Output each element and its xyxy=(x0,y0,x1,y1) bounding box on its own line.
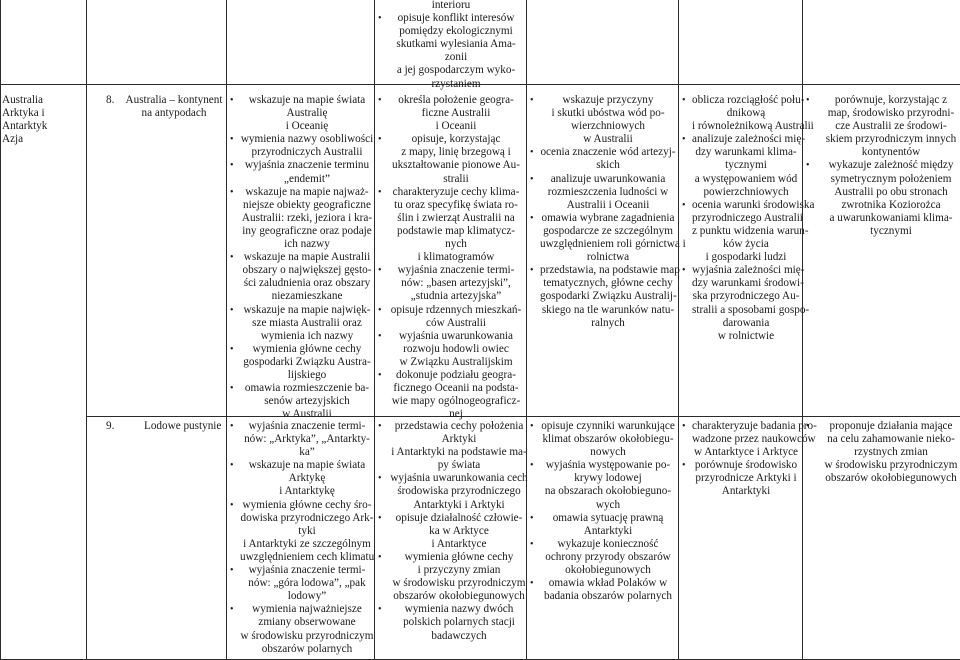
region-line: Arktyka i xyxy=(2,107,45,120)
bullet-line: ralnych xyxy=(591,316,625,329)
bullet-line: stralii a sposobami gospo- xyxy=(692,303,810,316)
bullet-line: • wyjaśnia znaczenie termi- xyxy=(248,420,366,432)
bullet-line: w środowisku przyrodniczym xyxy=(824,459,958,472)
lesson-topic xyxy=(124,94,224,120)
bullet-item xyxy=(530,94,676,146)
bullet-line: obszarów okołobiegunowych xyxy=(393,590,525,603)
bullet-line: ka w Arktyce xyxy=(429,524,489,537)
bullet-line: • porównuje środowisko xyxy=(694,459,798,472)
bullet-line: • charakteryzuje badania pro- xyxy=(692,420,817,432)
bullet-line: wie mapy ogólnogeograficz- xyxy=(391,395,521,408)
bullet-item xyxy=(530,577,676,603)
bullet-line: ochrony przyrody obszarów xyxy=(545,550,671,563)
bullet-line: • dokonuje podziału geogra- xyxy=(396,368,516,381)
bullet-line: i skutki ubóstwa wód po- xyxy=(551,107,665,120)
bullet-line: ficznego Oceanii na podsta- xyxy=(393,382,519,395)
bullet-item xyxy=(530,538,676,577)
bullet-item xyxy=(806,420,960,485)
bullet-item xyxy=(378,603,530,642)
requirements-excellent xyxy=(806,420,960,485)
bullet-line: ska przyrodniczego Au- xyxy=(692,290,800,303)
bullet-line: • wykazuje zależność między xyxy=(828,159,954,172)
bullet-line: rolnictwa xyxy=(586,251,630,264)
bullet-item xyxy=(230,94,374,133)
bullet-line: ków życia xyxy=(723,238,769,251)
bullet-line: • wykazuje konieczność xyxy=(557,537,659,550)
bullet-line: nów: „Arktyka”, „Antarkty- xyxy=(244,433,370,446)
bullet-list xyxy=(230,94,374,421)
bullet-line: Arktykę xyxy=(288,472,326,485)
bullet-line: senów artezyjskich xyxy=(264,395,350,408)
bullet-line: rozwoju hodowli owiec xyxy=(403,342,509,355)
bullet-line: • wyjaśnia występowanie po- xyxy=(545,459,671,472)
bullet-line: wymienia ich nazwy xyxy=(260,329,354,342)
bullet-item xyxy=(682,420,817,459)
cell-line: interioru xyxy=(431,0,471,11)
table-border xyxy=(374,0,375,660)
bullet-line: i przyczyny zmian xyxy=(417,564,501,577)
bullet-line: lodowy” xyxy=(287,590,327,603)
requirements-advanced xyxy=(530,94,686,330)
bullet-line: • wymienia główne cechy xyxy=(252,342,362,355)
bullet-line: • wskazuje przyczyny xyxy=(562,94,654,106)
bullet-line: wadzone przez naukowców xyxy=(692,433,816,446)
bullet-line: w Antarktyce i Arktyce xyxy=(693,446,799,459)
bullet-line: • wskazuje na mapie Australii xyxy=(243,251,371,264)
bullet-line: na celu zahamowanie nieko- xyxy=(827,433,955,446)
bullet-item xyxy=(682,94,814,133)
bullet-line: sze miasta Australii oraz xyxy=(252,316,362,329)
requirements-basic xyxy=(230,420,374,656)
bullet-line: cze Australii ze środowi- xyxy=(835,120,947,133)
bullet-line: powierzchniowych xyxy=(703,185,789,198)
bullet-list xyxy=(682,94,815,343)
bullet-line: ukształtowanie pionowe Au- xyxy=(391,159,520,172)
bullet-line: dzy warunkami klima- xyxy=(695,146,797,159)
bullet-line: • wymienia nazwy dwóch xyxy=(404,603,514,616)
bullet-line: ści zaludnienia oraz obszary xyxy=(243,277,371,290)
bullet-line: • opisuje czynniki warunkujące xyxy=(541,420,675,432)
bullet-line: niejsze obiekty geograficzne xyxy=(243,198,371,211)
bullet-item xyxy=(230,304,374,343)
region-column xyxy=(2,94,84,146)
bullet-line: iny geograficzne oraz podaje xyxy=(242,224,372,237)
bullet-line: w Związku Australijskim xyxy=(399,355,513,368)
bullet-line: • wskazuje na mapie świata xyxy=(248,459,366,472)
bullet-line: krywy lodowej xyxy=(574,472,642,485)
bullet-item xyxy=(530,512,676,538)
bullet-item xyxy=(682,198,815,264)
region-line: Australia xyxy=(2,94,44,106)
table-border xyxy=(226,0,227,660)
bullet-line: • analizuje uwarunkowania xyxy=(550,172,666,185)
bullet-line: • przedstawia cechy położenia xyxy=(394,420,524,432)
bullet-line: • wyjaśnia znaczenie terminu xyxy=(244,159,370,172)
bullet-line: Australii: rzeki, jeziora i kra- xyxy=(241,211,373,224)
bullet-item xyxy=(530,146,676,172)
bullet-line: niezamieszkane xyxy=(271,290,343,303)
bullet-item xyxy=(378,551,530,603)
bullet-line: zmiany obserwowane xyxy=(258,616,356,629)
bullet-item xyxy=(806,159,960,238)
bullet-line: przyrodniczych Australii xyxy=(251,146,363,159)
bullet-line: • porównuje, korzystając z xyxy=(834,94,948,106)
bullet-line: • wyjaśnia zależności mię- xyxy=(692,264,805,277)
bullet-item xyxy=(230,459,374,498)
bullet-line: i równoleżnikową Australii xyxy=(692,120,814,133)
bullet-item xyxy=(378,472,530,511)
bullet-line: tycznymi xyxy=(870,224,912,237)
bullet-line: symetrycznym położeniem xyxy=(830,172,952,185)
bullet-line: Arktyki xyxy=(441,433,477,446)
bullet-line: dowiska przyrodniczego Ark- xyxy=(240,511,374,524)
bullet-item xyxy=(230,382,374,421)
bullet-line: badania obszarów polarnych xyxy=(544,590,672,603)
bullet-list xyxy=(378,94,524,421)
bullet-item xyxy=(230,186,374,251)
region-line: Azja xyxy=(2,133,24,146)
bullet-line: rozmieszczenia ludności w xyxy=(547,185,669,198)
bullet-line: Antarktyki i Arktyki xyxy=(413,498,505,511)
bullet-line: badawczych xyxy=(431,629,487,642)
bullet-line: skiego na tle warunków natu- xyxy=(541,303,675,316)
requirements-advanced xyxy=(530,420,676,603)
bullet-line: ficzne Australii xyxy=(421,107,491,120)
bullet-line: • wyjaśnia znaczenie termi- xyxy=(248,564,366,577)
bullet-line: skiem przyrodniczym innych xyxy=(825,133,957,146)
bullet-line: w środowisku przyrodniczym xyxy=(392,577,526,590)
table-border xyxy=(0,0,1,660)
bullet-item xyxy=(230,343,374,382)
bullet-line: stralii xyxy=(443,172,469,185)
region-line: Antarktyk xyxy=(2,120,48,133)
bullet-line: • wymienia najważniejsze xyxy=(252,603,362,616)
bullet-line: darowania xyxy=(722,316,770,329)
bullet-line: • opisuje konflikt interesów xyxy=(397,12,515,25)
bullet-line: • wymienia nazwy osobliwości xyxy=(240,133,374,146)
bullet-line: i klimatogramów xyxy=(417,251,495,264)
bullet-item xyxy=(530,420,676,459)
bullet-line: ślin i zwierząt Australii na xyxy=(397,211,515,224)
bullet-line: i Antarktyki na podstawie ma- xyxy=(391,446,527,459)
bullet-line: • omawia wybrane zagadnienia xyxy=(541,211,675,224)
bullet-line: Antarktyki xyxy=(721,485,771,498)
bullet-line: i Antarktyki ze szczególnym xyxy=(243,537,371,550)
bullet-item xyxy=(230,564,374,603)
bullet-item xyxy=(230,251,374,303)
bullet-line: nej xyxy=(449,408,463,421)
bullet-line: w środowisku przyrodniczym xyxy=(240,629,374,642)
bullet-item xyxy=(230,159,374,185)
bullet-line: a uwarunkowaniami klima- xyxy=(829,211,953,224)
bullet-line: z mapy, linię brzegową i xyxy=(401,146,511,159)
bullet-line: kontynentów xyxy=(861,146,921,159)
bullet-line: ców Australii xyxy=(426,316,486,329)
bullet-line: przyrodniczego Australii xyxy=(692,211,803,224)
bullet-line: • omawia wkład Polaków w xyxy=(548,577,668,590)
requirements-proficient xyxy=(682,94,815,343)
bullet-line: skutkami wylesiania Ama- xyxy=(396,38,516,51)
bullet-line: rzystnych zmian xyxy=(854,446,928,459)
bullet-line: zwrotnika Koziorożca xyxy=(841,198,941,211)
bullet-item xyxy=(378,12,524,91)
bullet-list xyxy=(378,12,524,91)
bullet-line: z punktu widzenia warun- xyxy=(692,224,809,237)
bullet-line: • opisuje, korzystając xyxy=(411,133,501,146)
bullet-item xyxy=(378,94,524,133)
bullet-line: • omawia rozmieszczenie ba- xyxy=(244,382,370,395)
bullet-item xyxy=(530,459,676,511)
requirements-extended xyxy=(378,420,530,643)
bullet-item xyxy=(378,264,524,303)
bullet-item xyxy=(230,133,374,159)
bullet-line: • opisuje rdzennych mieszkań- xyxy=(390,303,522,316)
lesson-topic-line: Lodowe pustynie xyxy=(144,420,222,432)
bullet-line: obszarów okołobiegunowych xyxy=(825,472,957,485)
bullet-list xyxy=(530,420,676,603)
bullet-line: pomiędzy ekologicznymi xyxy=(399,25,513,38)
bullet-line: a występowaniem wód xyxy=(694,172,798,185)
bullet-line: • omawia sytuację prawną xyxy=(552,511,664,524)
bullet-line: na obszarach okołobieguno- xyxy=(544,485,672,498)
bullet-line: i Oceanii xyxy=(435,120,477,133)
bullet-line: Antarktyki xyxy=(583,524,633,537)
bullet-list xyxy=(378,420,530,643)
bullet-line: gospodarcze ze szczególnym xyxy=(543,224,673,237)
bullet-line: • wskazuje na mapie świata xyxy=(248,94,366,106)
bullet-item xyxy=(806,94,960,159)
bullet-line: i gospodarki ludzi xyxy=(705,251,787,264)
bullet-line: • analizuje zależności mię- xyxy=(692,133,806,146)
bullet-line: • wyjaśnia uwarunkowania cech xyxy=(390,472,528,485)
bullet-list xyxy=(530,94,686,330)
bullet-line: rzystaniem xyxy=(431,77,481,90)
bullet-item xyxy=(378,420,530,472)
bullet-item xyxy=(378,186,524,265)
bullet-line: • przedstawia, na podstawie map xyxy=(540,264,680,277)
bullet-line: • wskazuje na mapie najważ- xyxy=(245,185,369,198)
requirements-excellent xyxy=(806,94,960,238)
bullet-line: • wymienia główne cechy śro- xyxy=(242,498,372,511)
bullet-line: a jej gospodarczym wyko- xyxy=(396,64,516,77)
bullet-line: gospodarki Związku Austra- xyxy=(243,355,371,368)
bullet-item xyxy=(378,304,524,330)
bullet-line: ich nazwy xyxy=(284,238,330,251)
bullet-line: w Australii xyxy=(282,408,332,421)
lesson-topic-line: Australia – kontynent xyxy=(125,94,223,106)
bullet-item xyxy=(230,603,374,655)
bullet-line: środowiska przyrodniczego xyxy=(397,485,521,498)
bullet-line: klimat obszarów okołobiegu- xyxy=(542,433,674,446)
bullet-line: nów: „góra lodowa”, „pak xyxy=(248,577,366,590)
bullet-item xyxy=(530,264,680,329)
bullet-item xyxy=(378,512,530,551)
bullet-line: w Australii xyxy=(583,133,633,146)
bullet-line: „endemit” xyxy=(284,172,330,185)
bullet-line: Australii po obu stronach xyxy=(834,185,948,198)
bullet-line: • wyjaśnia uwarunkowania xyxy=(398,329,514,342)
bullet-line: Australii i Oceanii xyxy=(566,198,650,211)
bullet-line: obszarów polarnych xyxy=(261,642,353,655)
bullet-line: lijskiego xyxy=(287,368,327,381)
bullet-item xyxy=(530,211,686,264)
bullet-line: skich xyxy=(596,159,620,172)
bullet-item xyxy=(378,369,524,421)
requirements-proficient xyxy=(682,420,817,499)
cell-row0-col4 xyxy=(378,0,524,91)
bullet-item xyxy=(230,420,374,459)
bullet-list xyxy=(806,94,960,238)
bullet-line: map, środowisko przyrodni- xyxy=(827,107,955,120)
bullet-line: zonii xyxy=(444,51,468,64)
lesson-topic xyxy=(144,420,221,433)
bullet-line: wierzchniowych xyxy=(571,120,645,133)
bullet-item xyxy=(378,330,524,369)
bullet-item xyxy=(230,499,374,564)
bullet-line: • ocenia warunki środowiska xyxy=(692,198,815,211)
bullet-line: • wymienia główne cechy xyxy=(404,550,514,563)
bullet-list xyxy=(230,420,374,656)
bullet-line: • ocenia znaczenie wód artezyj- xyxy=(540,146,676,159)
bullet-line: dzy warunkami środowi- xyxy=(692,277,804,290)
bullet-item xyxy=(530,173,676,212)
bullet-line: obszary o największej gęsto- xyxy=(242,264,372,277)
bullet-item xyxy=(682,264,810,343)
bullet-line: Australię xyxy=(286,107,328,120)
bullet-line: uwzględnieniem cech klimatu xyxy=(240,550,375,563)
bullet-line: i Antarktyce xyxy=(431,537,487,550)
bullet-item xyxy=(682,459,800,498)
bullet-line: py świata xyxy=(437,459,481,472)
requirements-basic xyxy=(230,94,374,421)
bullet-list xyxy=(682,420,817,499)
bullet-line: polskich polarnych stacji xyxy=(403,616,515,629)
bullet-line: • charakteryzuje cechy klima- xyxy=(392,185,520,198)
bullet-line: tu oraz specyfikę świata ro- xyxy=(394,198,518,211)
bullet-line: tematycznych, główne cechy xyxy=(543,277,673,290)
bullet-line: • wyjaśnia znaczenie termi- xyxy=(397,264,515,277)
bullet-line: przyrodnicze Arktyki i xyxy=(695,472,797,485)
bullet-line: • wskazuje na mapie najwięk- xyxy=(243,303,371,316)
bullet-line: nowych xyxy=(590,446,626,459)
bullet-item xyxy=(682,133,806,198)
bullet-item xyxy=(378,12,524,91)
lesson-number xyxy=(106,94,114,107)
bullet-line: • proponuje działania mające xyxy=(829,420,953,432)
bullet-item xyxy=(378,133,524,185)
lesson-topic-line: na antypodach xyxy=(141,107,207,120)
bullet-line: nów: „basen artezyjski”, xyxy=(401,277,511,290)
bullet-line: „studnia artezyjska” xyxy=(410,290,502,303)
bullet-line: • określa położenie geogra- xyxy=(398,94,514,106)
bullet-line: wych xyxy=(595,498,621,511)
bullet-line: dnikową xyxy=(726,107,766,120)
bullet-line: w rolnictwie xyxy=(717,329,775,342)
bullet-line: • opisuje działalność człowie- xyxy=(395,511,523,524)
lesson-number xyxy=(106,420,114,433)
requirements-extended xyxy=(378,94,524,421)
bullet-line: gospodarki Związku Australij- xyxy=(540,290,677,303)
bullet-line: okołobiegunowych xyxy=(565,564,651,577)
bullet-line: tyki xyxy=(298,524,316,537)
table-border xyxy=(678,0,679,660)
bullet-list xyxy=(806,420,960,485)
lesson-number-text: 8. xyxy=(106,94,115,106)
bullet-line: • oblicza rozciągłość połu- xyxy=(692,94,805,106)
lesson-number-text: 9. xyxy=(106,420,115,432)
bullet-line: uwzględnieniem roli górnictwa i xyxy=(540,238,686,251)
bullet-line: ka” xyxy=(299,446,315,459)
bullet-line: i Antarktykę xyxy=(279,485,335,498)
bullet-line: nych xyxy=(445,238,467,251)
bullet-line: podstawie map klimatycz- xyxy=(396,224,516,237)
table-border xyxy=(86,0,87,660)
bullet-line: tycznymi xyxy=(725,159,767,172)
bullet-line: i Oceanię xyxy=(285,120,329,133)
